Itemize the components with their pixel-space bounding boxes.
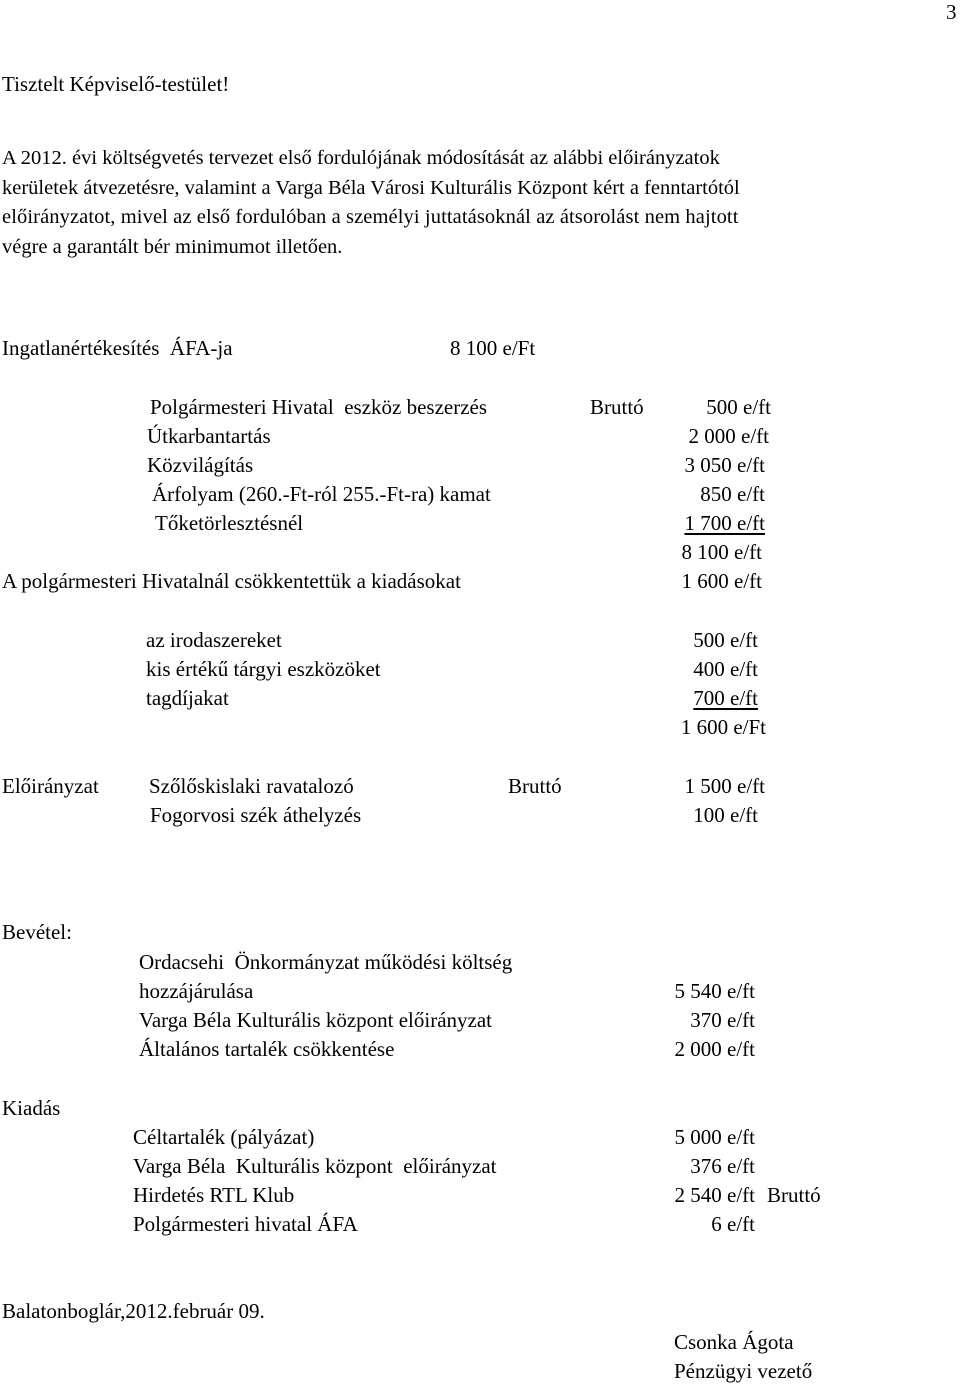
vat-breakdown-value-4: 850 e/ft bbox=[700, 482, 765, 506]
appropriation-item-label-1: Szőlőskislaki ravatalozó bbox=[149, 774, 354, 798]
expense-item-value-1: 5 000 e/ft bbox=[674, 1125, 755, 1149]
vat-item-label: Ingatlanértékesítés ÁFA-ja bbox=[2, 336, 233, 360]
reduction-breakdown-value-3: 700 e/ft bbox=[693, 686, 758, 710]
page-number: 3 bbox=[946, 0, 957, 24]
vat-breakdown-label-4: Árfolyam (260.-Ft-ról 255.-Ft-ra) kamat bbox=[152, 482, 491, 506]
vat-total: 8 100 e/ft bbox=[681, 540, 762, 564]
expense-item-value-2: 376 e/ft bbox=[690, 1154, 755, 1178]
signature-title: Pénzügyi vezető bbox=[674, 1359, 813, 1383]
vat-breakdown-value-2: 2 000 e/ft bbox=[688, 424, 769, 448]
vat-breakdown-label-3: Közvilágítás bbox=[147, 453, 254, 477]
income-item-value-1: 5 540 e/ft bbox=[674, 979, 755, 1003]
expense-item-value-3: 2 540 e/ft bbox=[674, 1183, 755, 1207]
vat-breakdown-value-1: 500 e/ft bbox=[706, 395, 771, 419]
expense-item-label-4: Polgármesteri hivatal ÁFA bbox=[133, 1212, 358, 1236]
appropriation-item-label-2: Fogorvosi szék áthelyzés bbox=[150, 803, 362, 827]
reduction-breakdown-value-2: 400 e/ft bbox=[693, 657, 758, 681]
appropriation-item-tag-1: Bruttó bbox=[508, 774, 562, 798]
expense-item-label-3: Hirdetés RTL Klub bbox=[133, 1183, 295, 1207]
reduction-label: A polgármesteri Hivatalnál csökkentettük a kiadásokat bbox=[2, 569, 461, 593]
expense-item-label-1: Céltartalék (pályázat) bbox=[133, 1125, 315, 1149]
vat-breakdown-value-5: 1 700 e/ft bbox=[684, 511, 765, 535]
appropriation-item-value-1: 1 500 e/ft bbox=[684, 774, 765, 798]
income-label: Bevétel: bbox=[2, 920, 72, 944]
reduction-breakdown-label-1: az irodaszereket bbox=[146, 628, 282, 652]
income-item-label-1a: Ordacsehi Önkormányzat működési költség bbox=[139, 950, 513, 974]
appropriation-label: Előirányzat bbox=[2, 774, 99, 798]
intro-line-4: végre a garantált bér minimumot illetően. bbox=[2, 235, 343, 258]
reduction-breakdown-label-2: kis értékű tárgyi eszközöket bbox=[146, 657, 381, 681]
vat-breakdown-tag-1: Bruttó bbox=[590, 395, 644, 419]
reduction-value: 1 600 e/ft bbox=[681, 569, 762, 593]
vat-item-value: 8 100 e/Ft bbox=[450, 336, 536, 360]
expense-item-label-2: Varga Béla Kulturális központ előirányzat bbox=[133, 1154, 497, 1178]
reduction-total: 1 600 e/Ft bbox=[680, 715, 766, 739]
expense-label: Kiadás bbox=[2, 1096, 61, 1120]
expense-item-tag-3: Bruttó bbox=[767, 1183, 821, 1207]
intro-line-3: előirányzatot, mivel az első fordulóban a személyi juttatásoknál az átsorolást nem hajtott bbox=[2, 206, 739, 228]
income-item-label-1b: hozzájárulása bbox=[139, 979, 254, 1003]
intro-paragraph bbox=[2, 144, 942, 262]
income-item-value-3: 2 000 e/ft bbox=[674, 1037, 755, 1061]
income-item-value-2: 370 e/ft bbox=[690, 1008, 755, 1032]
vat-breakdown-label-1: Polgármesteri Hivatal eszköz beszerzés bbox=[150, 395, 488, 419]
expense-item-value-4: 6 e/ft bbox=[711, 1212, 755, 1236]
greeting: Tisztelt Képviselő-testület! bbox=[2, 72, 230, 96]
reduction-breakdown-label-3: tagdíjakat bbox=[146, 686, 229, 710]
income-item-label-2: Varga Béla Kulturális központ előirányzat bbox=[139, 1008, 493, 1032]
appropriation-item-value-2: 100 e/ft bbox=[693, 803, 758, 827]
intro-line-1: A 2012. évi költségvetés tervezet első fordulójának módosítását az alábbi előirányzatok bbox=[2, 147, 720, 169]
reduction-breakdown-value-1: 500 e/ft bbox=[693, 628, 758, 652]
vat-breakdown-label-2: Útkarbantartás bbox=[147, 424, 271, 448]
income-item-label-3: Általános tartalék csökkentése bbox=[139, 1037, 395, 1061]
vat-breakdown-value-3: 3 050 e/ft bbox=[684, 453, 765, 477]
signature-name: Csonka Ágota bbox=[674, 1330, 794, 1354]
vat-breakdown-label-5: Tőketörlesztésnél bbox=[155, 511, 304, 535]
place-date: Balatonboglár,2012.február 09. bbox=[2, 1299, 265, 1323]
intro-line-2: kerületek átvezetésre, valamint a Varga Béla Városi Kulturális Központ kért a fenntartótól bbox=[2, 176, 740, 199]
